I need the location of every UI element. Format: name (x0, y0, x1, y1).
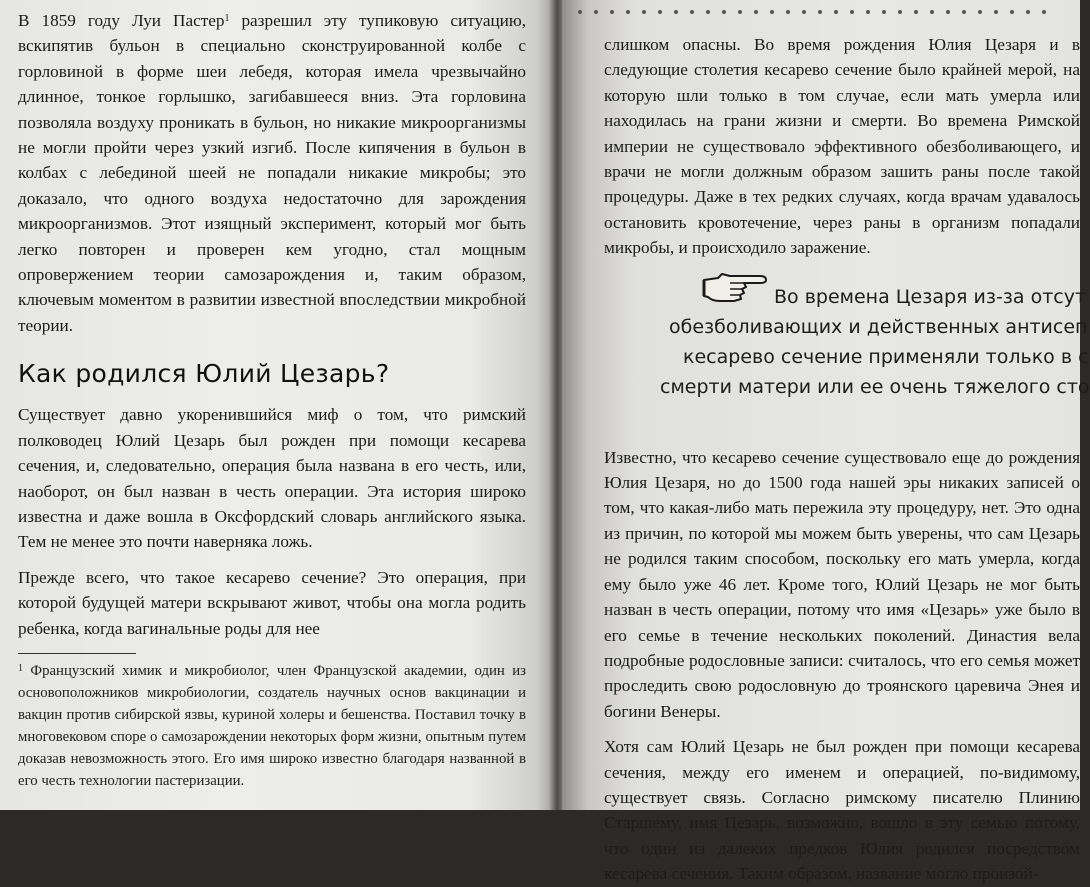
continuation-paragraph: слишком опасны. Во время рождения Юлия Цезаря и в следующие столетия кесарево сечение было крайней мерой, на которую шли только в том случае, если мать умерла или находилась на грани жизни и смерти. Во времена Римской империи не существовало эффективного обезболивающего, и врачи не могли должным образом зашить раны после такой процедуры. Даже в тех редких случаях, когда врачам удавалось остановить кровотечение, через раны в организм попадали микробы, и происходило заражение. (604, 35, 1080, 258)
pasteur-paragraph-rest: разрешил эту тупиковую ситуацию, вскипятив бульон в специально сконструированной колбе с горловиной в форме шеи лебедя, которая имела чрезвычайно длинное, тонкое горлышко, загибавшееся вниз. Эта горловина позволяла воздуху проникать в бульон, но никакие микроорганизмы не могли пройти через узкий изгиб. После кипячения в бульон в колбах с лебединой шеей не попадали никакие микробы; это доказало, что одного воздуха недостаточно для зарождения микроорганизмов. Этот изящный эксперимент, который мог быть легко повторен и проверен кем угодно, стал мощным опровержением теории самозарождения и, таким образом, ключевым моментом в развитии известной впоследствии микробной теории. (18, 11, 526, 335)
pasteur-paragraph (18, 8, 526, 338)
decorative-dot-border (578, 10, 1046, 14)
footnote-text: Французский химик и микробиолог, член Французской академии, один из основоположников микробиологии, создатель научных основ вакцинации и вакцин против сибирской язвы, куриной холеры и бешенства. Поставил точку в многовековом споре о самозарождении некоторых форм жизни, опытным путем доказав невозможность этого. Его имя широко известно благодаря названной в его честь технологии пастеризации. (18, 662, 526, 789)
history-paragraph: Известно, что кесарево сечение существовало еще до рождения Юлия Цезаря, но до 1500 года нашей эры никаких записей о том, что какая-либо мать пережила эту процедуру, нет. Это одна из причин, по которой мы можем быть уверены, что сам Цезарь не родился таким способом, поскольку его мать умерла, когда ему было уже 46 лет. Кроме того, Юлий Цезарь не мог быть назван в честь операции, потому что имя «Цезарь» уже было в его семье в течение нескольких поколений. Династия вела подробные родословные записи: считалось, что его семья может проследить свою родословную до троянского царевича Энея и богини Венеры. (604, 447, 1080, 721)
right-column (604, 32, 1090, 887)
left-column (18, 8, 526, 792)
callout-line-4: смерти матери или ее очень тяжелого сто (660, 376, 1090, 398)
left-page (0, 0, 552, 810)
callout-line-3: кесарево сечение применяли только в с (683, 346, 1089, 368)
callout-box (660, 268, 1090, 423)
footnote-number: 1 (18, 662, 23, 674)
definition-paragraph: Прежде всего, что такое кесарево сечение? Это операция, при которой будущей матери вскрывают живот, чтобы она могла родить ребенка, когда вагинальные роды для нее (18, 567, 526, 638)
pasteur-paragraph-start: В 1859 году Луи Пастер (18, 11, 225, 30)
footnote-divider (18, 653, 136, 654)
footnote-reference[interactable]: 1 (224, 13, 230, 24)
footnote (18, 660, 526, 792)
name-origin-paragraph: Хотя сам Юлий Цезарь не был рожден при помощи кесарева сечения, между его именем и операцией, по-видимому, существует связь. Согласно римскому писателю Плинию Старшему, имя Цезарь, возможно, вошло в эту семью потому, что один из далеких предков Юлия родился посредством кесарева сечения. Таким образом, название могло произой- (604, 737, 1080, 884)
myth-paragraph: Существует давно укоренившийся миф о том, что римский полководец Юлий Цезарь был рожден при помощи кесарева сечения, и, следовательно, операция была названа в его честь, или, наоборот, он был назван в честь операции. Эта история широко известна и даже вошла в Оксфордский словарь английского языка. Тем не менее это почти наверняка ложь. (18, 405, 526, 552)
callout-line-1: Во времена Цезаря из-за отсут (774, 286, 1087, 308)
callout-line-2: обезболивающих и действенных антисеп (669, 316, 1088, 338)
section-heading: Как родился Юлий Цезарь? (18, 359, 390, 389)
callout-text (650, 282, 1090, 402)
